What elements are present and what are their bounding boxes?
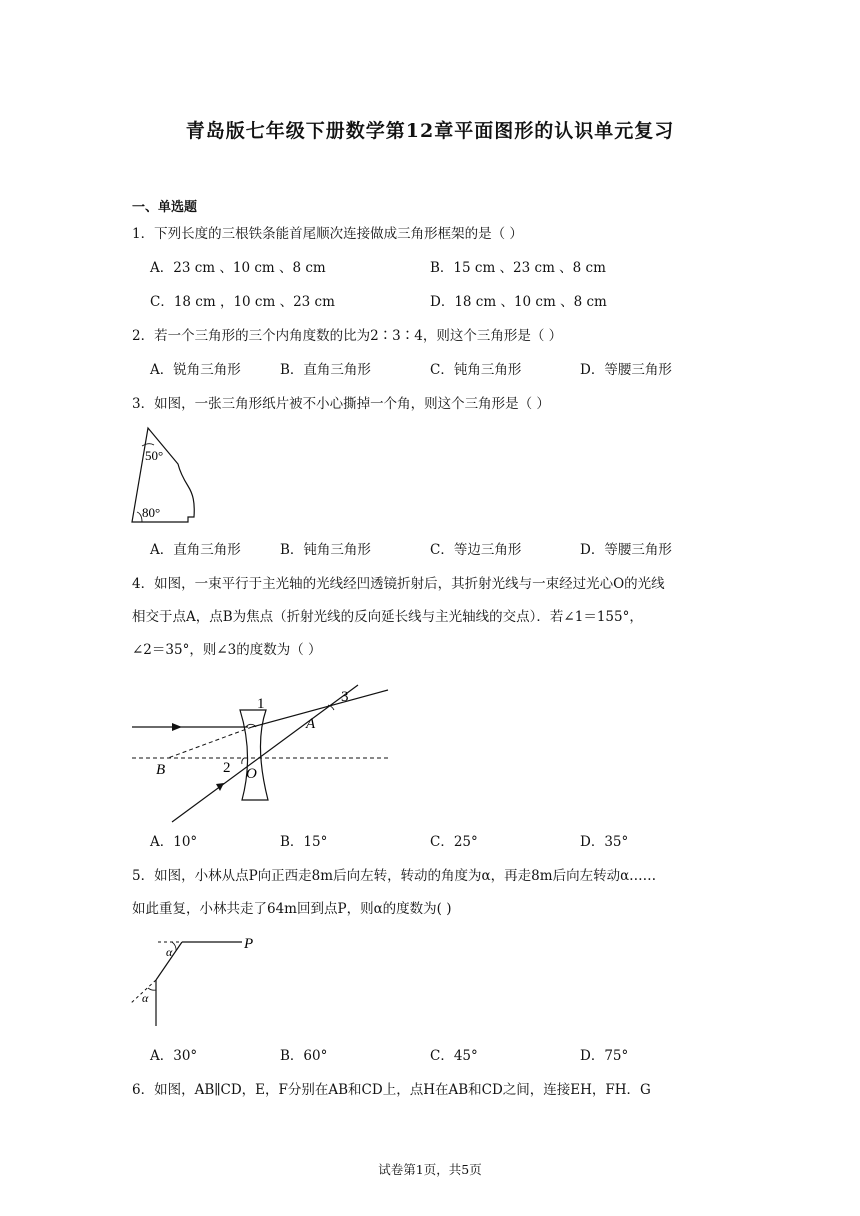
point-p-label: P xyxy=(244,936,254,952)
walking-path-figure xyxy=(124,932,264,1032)
question-5-stem-line1: 5．如图，小林从点P向正西走8m后向左转，转动的角度为α，再走8m后向左转动α…… xyxy=(132,868,657,884)
q3-option-c: C．等边三角形 xyxy=(430,542,522,558)
q4-option-b: B．15° xyxy=(280,834,328,850)
alpha-label-top: α xyxy=(166,945,173,959)
alpha-label-bottom: α xyxy=(142,991,149,1005)
q2-option-b: B．直角三角形 xyxy=(280,362,371,378)
angle-3-label: 3 xyxy=(341,689,349,705)
q3-option-a: A．直角三角形 xyxy=(150,542,241,558)
q4-option-d: D．35° xyxy=(580,834,629,850)
question-6-stem: 6．如图，AB∥CD，E，F分别在AB和CD上，点H在AB和CD之间，连接EH，FH．G xyxy=(132,1082,651,1098)
question-1-stem: 1．下列长度的三根铁条能首尾顺次连接做成三角形框架的是（ ） xyxy=(132,226,523,242)
question-4-stem-line1: 4．如图，一束平行于主光轴的光线经凹透镜折射后，其折射光线与一束经过光心O的光线 xyxy=(132,576,665,592)
question-3-stem: 3．如图，一张三角形纸片被不小心撕掉一个角，则这个三角形是（ ） xyxy=(132,396,550,412)
q5-option-d: D．75° xyxy=(580,1048,629,1064)
question-4-stem-line3: ∠2＝35°，则∠3的度数为（ ） xyxy=(132,642,322,658)
q5-option-b: B．60° xyxy=(280,1048,328,1064)
concave-lens-figure xyxy=(128,680,392,826)
q1-option-b: B．15 cm 、23 cm 、8 cm xyxy=(430,260,606,276)
page-title: 青岛版七年级下册数学第12章平面图形的认识单元复习 xyxy=(185,120,675,142)
q2-option-d: D．等腰三角形 xyxy=(580,362,672,378)
point-a-label: A xyxy=(306,716,316,732)
page-footer: 试卷第1页，共5页 xyxy=(378,1162,482,1177)
torn-triangle-figure xyxy=(128,424,200,526)
q2-option-c: C．钝角三角形 xyxy=(430,362,522,378)
question-5-stem-line2: 如此重复，小林共走了64m回到点P，则α的度数为( ) xyxy=(132,901,452,917)
angle-2-label: 2 xyxy=(223,760,231,776)
q2-option-a: A．锐角三角形 xyxy=(150,362,241,378)
q3-option-b: B．钝角三角形 xyxy=(280,542,371,558)
question-4-stem-line2: 相交于点A，点B为焦点（折射光线的反向延长线与主光轴线的交点）．若∠1＝155°， xyxy=(132,609,643,625)
q1-option-d: D．18 cm 、10 cm 、8 cm xyxy=(430,294,607,310)
q5-option-c: C．45° xyxy=(430,1048,478,1064)
angle-50-label: 50° xyxy=(145,448,164,463)
question-2-stem: 2．若一个三角形的三个内角度数的比为2∶3∶4，则这个三角形是（ ） xyxy=(132,328,563,344)
point-o-label: O xyxy=(246,766,257,782)
q1-option-c: C．18 cm ，10 cm 、23 cm xyxy=(150,294,335,310)
q4-option-c: C．25° xyxy=(430,834,478,850)
angle-80-label: 80° xyxy=(142,505,161,520)
section-heading: 一、单选题 xyxy=(132,200,198,215)
q4-option-a: A．10° xyxy=(150,834,198,850)
q5-option-a: A．30° xyxy=(150,1048,198,1064)
point-b-label: B xyxy=(156,762,166,778)
q3-option-d: D．等腰三角形 xyxy=(580,542,672,558)
angle-1-label: 1 xyxy=(257,696,265,712)
q1-option-a: A．23 cm 、10 cm 、8 cm xyxy=(150,260,326,276)
